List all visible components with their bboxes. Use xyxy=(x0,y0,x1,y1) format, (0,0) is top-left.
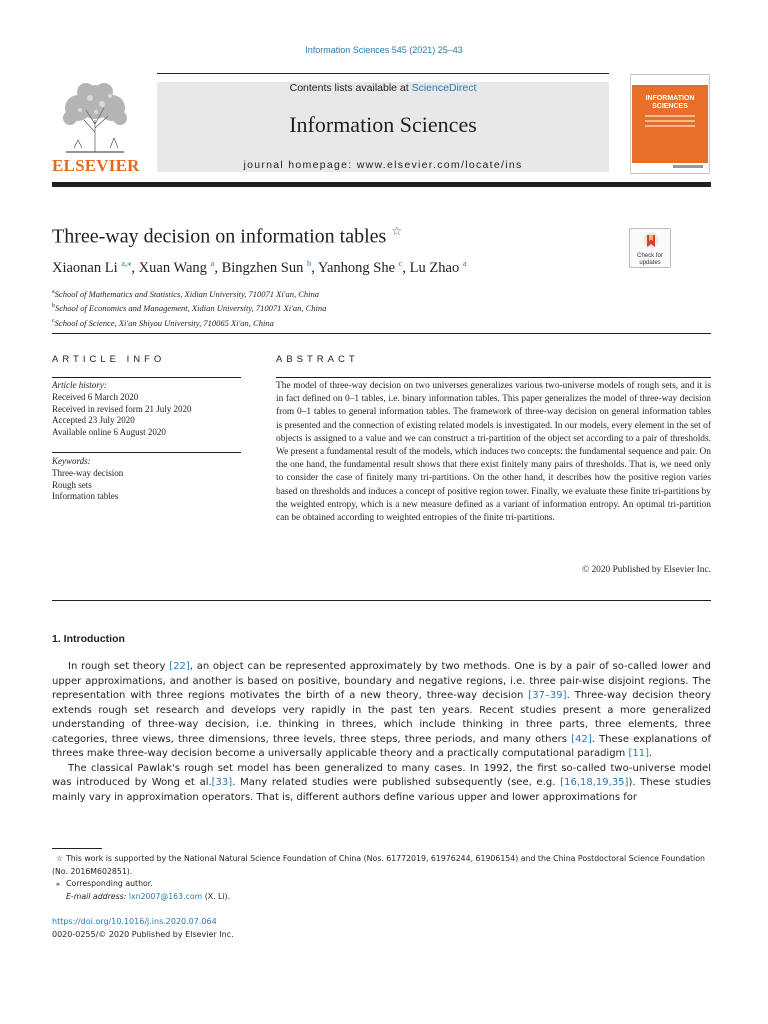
citation-link[interactable]: [42] xyxy=(571,733,592,745)
citation-link[interactable]: [16,18,19,35] xyxy=(560,777,629,788)
journal-citation[interactable]: Information Sciences 545 (2021) 25–43 xyxy=(305,45,463,55)
article-history xyxy=(52,380,242,439)
abstract-text: The model of three-way decision on two universes generalizes various two-universe models of rough sets, and it is in fact defined on 0–1 tables, i.e. binary information tables. This paper generalizes the model of three-way decision from 0–1 tables to general information tables. The framework of three-way decision on general information tables is presented and the connection of existing related models is investigated. In our models, every element in the set of objects is assigned to a value and we can construct a tri-partition of the object set according to a pair of thresholds. We present a fundamental result of the models, which induces two concepts: the fundamental sequence and pair. On the one hand, the fundamental result shows that there exist finitely many pairs of thresholds. That is, we need only to consider the case of finitely many tri-partitions. On the other hand, it describes how the positive region varies based on thresholds and induces a concept of positive region tower. Finally, we evaluate these finite tri-partitions by the weighted entropy, which is a new measure defined as a variant of information entropy. An optimal tri-partition can be obtained according to weighted entropies of the finite tri-partitions. xyxy=(276,381,711,524)
paragraph: In rough set theory [22], an object can be represented approximately by two methods. One is by a pair of so-called lower and upper approximations, and another is based on positive, boundary and negative regions, i.e. three pair-wise disjoint regions. The representation with three regions motivates the birth of a new theory, three-way decision [37–39]. Three-way decision theory extends rough set research and develops very rapidly in the past ten years. Recent studies present a more generalized understanding of three-way decision, i.e. thinking in threes, which include thinking in three parts, three elements, three categories, three views, three dimensions, three levels, three steps, three periods, and many others [42]. These explanations of threes make three-way decision become a universally applicable theory and a practically computational paradigm [11]. xyxy=(52,661,712,759)
header-top-rule xyxy=(157,73,609,74)
paragraph: The classical Pawlak's rough set model has been generalized to many cases. In 1992, the first so-called two-universe model was introduced by Wong et al.[33]. Many related studies were published subsequently (see, e.g. [16,18,19,35]). These studies mainly vary in approximation operators. That is, different authors define various upper and lower approximations for xyxy=(52,762,711,803)
email-link[interactable]: lxn2007@163.com xyxy=(128,891,203,901)
affiliation-item: $^c$School of Science, Xi'an Shiyou University, 710065 Xi'an, China xyxy=(52,317,274,328)
check-for-updates-button[interactable] xyxy=(629,228,671,268)
affiliation-item: $^b$School of Economics and Management, Xidian University, 710071 Xi'an, China xyxy=(52,303,327,314)
article-info-rule xyxy=(52,377,241,378)
article-history-label: Article history: xyxy=(52,380,107,390)
keywords-label: Keywords: xyxy=(52,456,91,466)
introduction-body xyxy=(52,660,711,805)
author-name[interactable]: Bingzhen Sun xyxy=(221,259,304,276)
funding-footnote: ☆ This work is supported by the National Natural Science Foundation of China (Nos. 61772019, 61976244, 61906154) and the China Postdoctoral Science Foundation (No. 2016M602851). xyxy=(52,854,705,876)
elsevier-wordmark: ELSEVIER xyxy=(52,156,140,175)
affiliations-rule xyxy=(52,333,711,334)
abstract-bottom-rule xyxy=(52,600,711,601)
history-item: Accepted 23 July 2020 xyxy=(52,415,135,426)
title-footnote-mark[interactable]: ☆ xyxy=(391,224,403,238)
author-affiliation-mark[interactable]: a xyxy=(210,258,215,268)
footnote-rule xyxy=(52,848,102,849)
history-item: Available online 6 August 2020 xyxy=(52,427,166,438)
article-info-heading: ARTICLE INFO xyxy=(52,354,166,365)
keyword-item: Information tables xyxy=(52,491,119,502)
author-affiliation-mark[interactable]: b xyxy=(306,258,312,268)
cover-title: INFORMATION SCIENCES xyxy=(645,95,695,110)
citation-link[interactable]: [37–39] xyxy=(528,690,567,701)
author-name[interactable]: Xuan Wang xyxy=(138,259,207,276)
abstract-rule xyxy=(276,377,711,378)
author-name[interactable]: Lu Zhao xyxy=(409,259,460,276)
contents-line xyxy=(157,82,609,94)
author-list: Xiaonan Li $^{a,⁎}$, Xuan Wang $^a$, Bingzhen Sun $^b$, Yanhong She $^c$, Lu Zhao $^a$ xyxy=(52,258,467,276)
abstract-heading: ABSTRACT xyxy=(276,354,359,365)
email-footnote: E-mail address: lxn2007@163.com (X. Li). xyxy=(66,891,231,901)
contents-prefix: Contents lists available at xyxy=(289,82,412,94)
elsevier-tree-icon xyxy=(56,80,134,154)
header-bottom-rule xyxy=(52,182,711,187)
paper-title-text: Three-way decision on information tables xyxy=(52,225,387,248)
footnotes xyxy=(52,853,711,903)
elsevier-logo xyxy=(52,80,138,176)
journal-homepage[interactable]: journal homepage: www.elsevier.com/locate/ins xyxy=(243,159,523,171)
journal-title: Information Sciences xyxy=(289,112,477,137)
author-affiliation-mark[interactable]: a xyxy=(462,258,467,268)
check-for-updates-label: Check for updates xyxy=(637,253,663,266)
doi-block xyxy=(52,916,234,941)
author-name[interactable]: Yanhong She xyxy=(317,259,396,276)
citation-link[interactable]: [22] xyxy=(169,661,190,672)
section-heading-introduction: 1. Introduction xyxy=(52,633,125,645)
history-item: Received 6 March 2020 xyxy=(52,391,139,402)
affiliations xyxy=(52,286,326,329)
bookmark-icon xyxy=(643,232,659,252)
history-item: Received in revised form 21 July 2020 xyxy=(52,403,192,414)
journal-banner xyxy=(157,82,609,172)
citation-link[interactable]: [11] xyxy=(628,748,650,759)
author-affiliation-mark[interactable]: a,⁎ xyxy=(121,258,132,268)
corresponding-author-footnote: ⁎ Corresponding author. xyxy=(56,879,153,888)
keywords xyxy=(52,456,242,503)
citation-link[interactable]: [33] xyxy=(211,777,233,788)
affiliation-item: $^a$School of Mathematics and Statistics, Xidian University, 710071 Xi'an, China xyxy=(52,288,320,299)
paper-title xyxy=(52,224,402,249)
keyword-item: Rough sets xyxy=(52,479,92,490)
doi-link[interactable]: https://doi.org/10.1016/j.ins.2020.07.064 xyxy=(52,917,217,926)
issn-line: 0020-0255/© 2020 Published by Elsevier Inc. xyxy=(52,929,234,939)
keyword-item: Three-way decision xyxy=(52,467,124,478)
author-affiliation-mark[interactable]: c xyxy=(398,258,403,268)
keywords-rule xyxy=(52,452,241,453)
author-name[interactable]: Xiaonan Li xyxy=(52,259,118,276)
sciencedirect-link[interactable]: ScienceDirect xyxy=(411,82,477,94)
journal-cover-image xyxy=(630,74,710,174)
abstract-copyright: © 2020 Published by Elsevier Inc. xyxy=(582,565,711,575)
